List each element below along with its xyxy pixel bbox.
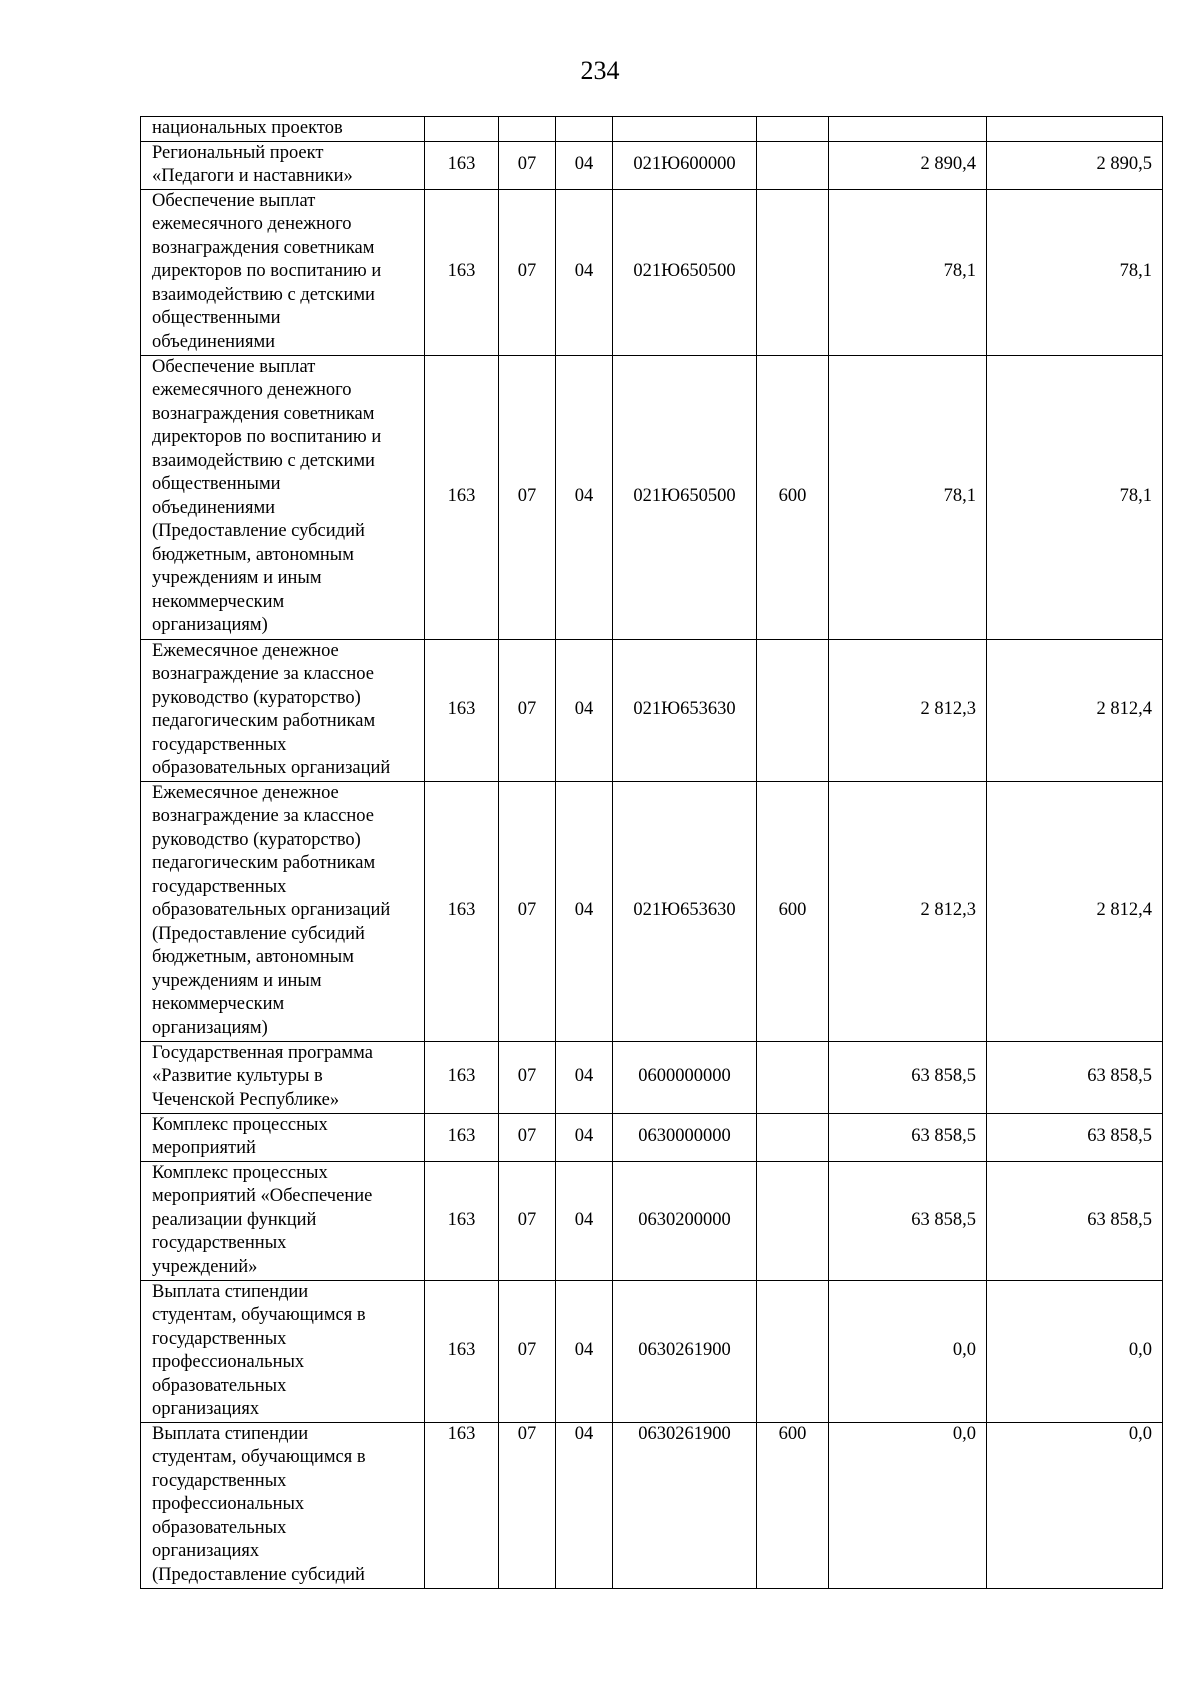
row-csr: 0630261900 xyxy=(613,1280,757,1422)
row-pr: 04 xyxy=(556,189,613,355)
row-csr: 021Ю600000 xyxy=(613,141,757,189)
row-vr xyxy=(757,141,829,189)
row-vr xyxy=(757,1280,829,1422)
table-row xyxy=(141,1161,1163,1280)
row-ved xyxy=(425,117,499,142)
row-vr: 600 xyxy=(757,781,829,1041)
row-vr xyxy=(757,1161,829,1280)
row-ved: 163 xyxy=(425,141,499,189)
row-csr: 0630000000 xyxy=(613,1113,757,1161)
table-row xyxy=(141,141,1163,189)
row-name: Региональный проект «Педагоги и наставники» xyxy=(141,141,425,189)
row-ved: 163 xyxy=(425,639,499,781)
row-sum-2: 63 858,5 xyxy=(987,1161,1163,1280)
row-rz: 07 xyxy=(499,1113,556,1161)
table-row xyxy=(141,781,1163,1041)
row-ved: 163 xyxy=(425,355,499,639)
row-rz: 07 xyxy=(499,1422,556,1588)
row-sum-1 xyxy=(829,117,987,142)
row-vr xyxy=(757,1041,829,1113)
row-sum-1: 63 858,5 xyxy=(829,1041,987,1113)
row-name: Ежемесячное денежное вознаграждение за классное руководство (кураторство) педагогическим работникам государственных образовательных организаций xyxy=(141,639,425,781)
row-sum-1: 63 858,5 xyxy=(829,1113,987,1161)
row-csr: 0600000000 xyxy=(613,1041,757,1113)
row-vr: 600 xyxy=(757,1422,829,1588)
row-name: Ежемесячное денежное вознаграждение за классное руководство (кураторство) педагогическим работникам государственных образовательных организаций (Предоставление субсидий бюджетным, автономным учреждениям и иным некоммерческим организациям) xyxy=(141,781,425,1041)
row-sum-2 xyxy=(987,117,1163,142)
table-row xyxy=(141,1422,1163,1588)
row-ved: 163 xyxy=(425,781,499,1041)
row-rz xyxy=(499,117,556,142)
row-csr: 021Ю653630 xyxy=(613,639,757,781)
row-csr xyxy=(613,117,757,142)
row-sum-1: 2 890,4 xyxy=(829,141,987,189)
table-row xyxy=(141,639,1163,781)
row-pr: 04 xyxy=(556,1161,613,1280)
row-pr: 04 xyxy=(556,1422,613,1588)
row-vr: 600 xyxy=(757,355,829,639)
row-pr: 04 xyxy=(556,1113,613,1161)
row-ved: 163 xyxy=(425,1422,499,1588)
row-sum-2: 78,1 xyxy=(987,189,1163,355)
row-name: Комплекс процессных мероприятий «Обеспечение реализации функций государственных учреждений» xyxy=(141,1161,425,1280)
row-sum-1: 0,0 xyxy=(829,1280,987,1422)
row-rz: 07 xyxy=(499,639,556,781)
row-sum-1: 78,1 xyxy=(829,355,987,639)
row-ved: 163 xyxy=(425,189,499,355)
table-row xyxy=(141,117,1163,142)
row-vr xyxy=(757,117,829,142)
row-rz: 07 xyxy=(499,141,556,189)
page-number: 234 xyxy=(580,56,620,85)
row-ved: 163 xyxy=(425,1113,499,1161)
row-pr: 04 xyxy=(556,781,613,1041)
row-name: Выплата стипендии студентам, обучающимся в государственных профессиональных образовательных организациях (Предоставление субсидий xyxy=(141,1422,425,1588)
row-sum-1: 2 812,3 xyxy=(829,781,987,1041)
row-rz: 07 xyxy=(499,189,556,355)
row-pr: 04 xyxy=(556,355,613,639)
row-sum-2: 2 812,4 xyxy=(987,639,1163,781)
row-pr xyxy=(556,117,613,142)
row-rz: 07 xyxy=(499,1280,556,1422)
row-name: Обеспечение выплат ежемесячного денежного вознаграждения советникам директоров по воспитанию и взаимодействию с детскими общественными объединениями xyxy=(141,189,425,355)
table-row xyxy=(141,1041,1163,1113)
row-rz: 07 xyxy=(499,781,556,1041)
row-sum-1: 63 858,5 xyxy=(829,1161,987,1280)
table-row xyxy=(141,1280,1163,1422)
table-row xyxy=(141,355,1163,639)
row-csr: 0630261900 xyxy=(613,1422,757,1588)
row-pr: 04 xyxy=(556,639,613,781)
row-rz: 07 xyxy=(499,1041,556,1113)
row-rz: 07 xyxy=(499,355,556,639)
row-sum-1: 0,0 xyxy=(829,1422,987,1588)
row-name: Обеспечение выплат ежемесячного денежного вознаграждения советникам директоров по воспитанию и взаимодействию с детскими общественными объединениями (Предоставление субсидий бюджетным, автономным учреждениям и иным некоммерческим организациям) xyxy=(141,355,425,639)
row-vr xyxy=(757,1113,829,1161)
row-sum-1: 2 812,3 xyxy=(829,639,987,781)
row-name: Выплата стипендии студентам, обучающимся в государственных профессиональных образовательных организациях xyxy=(141,1280,425,1422)
budget-table xyxy=(140,116,1163,1589)
row-sum-2: 0,0 xyxy=(987,1280,1163,1422)
row-sum-2: 0,0 xyxy=(987,1422,1163,1588)
row-csr: 021Ю650500 xyxy=(613,355,757,639)
row-vr xyxy=(757,189,829,355)
row-sum-1: 78,1 xyxy=(829,189,987,355)
row-name: Государственная программа «Развитие культуры в Чеченской Республике» xyxy=(141,1041,425,1113)
row-ved: 163 xyxy=(425,1161,499,1280)
row-rz: 07 xyxy=(499,1161,556,1280)
row-vr xyxy=(757,639,829,781)
row-name: национальных проектов xyxy=(141,117,425,142)
table-row xyxy=(141,189,1163,355)
table-row xyxy=(141,1113,1163,1161)
row-csr: 021Ю653630 xyxy=(613,781,757,1041)
row-pr: 04 xyxy=(556,1041,613,1113)
row-name: Комплекс процессных мероприятий xyxy=(141,1113,425,1161)
row-sum-2: 78,1 xyxy=(987,355,1163,639)
row-ved: 163 xyxy=(425,1041,499,1113)
row-sum-2: 2 890,5 xyxy=(987,141,1163,189)
row-pr: 04 xyxy=(556,141,613,189)
row-pr: 04 xyxy=(556,1280,613,1422)
row-sum-2: 63 858,5 xyxy=(987,1113,1163,1161)
row-csr: 021Ю650500 xyxy=(613,189,757,355)
row-csr: 0630200000 xyxy=(613,1161,757,1280)
row-sum-2: 2 812,4 xyxy=(987,781,1163,1041)
row-sum-2: 63 858,5 xyxy=(987,1041,1163,1113)
row-ved: 163 xyxy=(425,1280,499,1422)
